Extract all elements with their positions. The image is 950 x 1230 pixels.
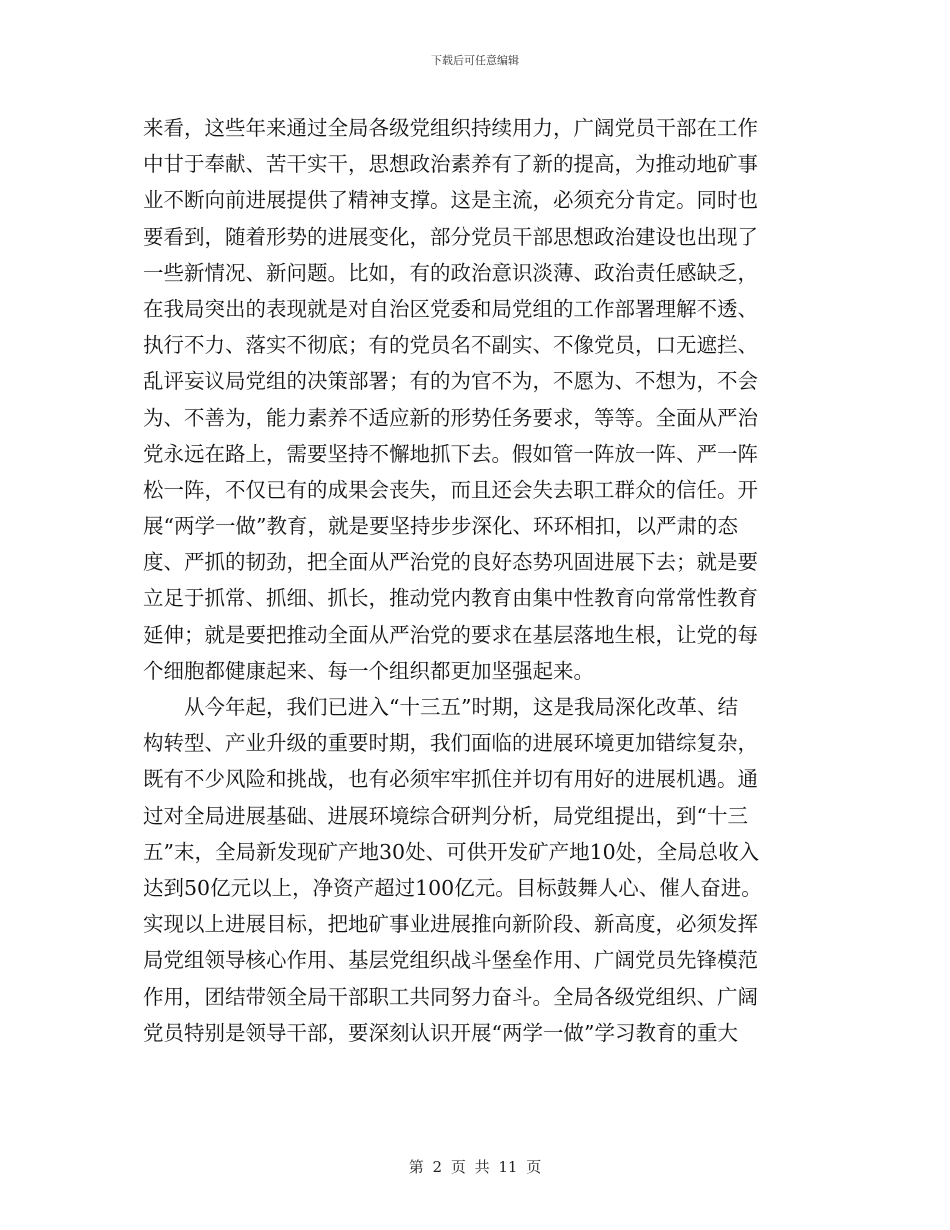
text-line: 要看到，随着形势的进展变化，部分党员干部思想政治建设也出现了: [143, 224, 758, 249]
text-line: 来看，这些年来通过全局各级党组织持续用力，广阔党员干部在工作: [143, 116, 758, 140]
text-line: 构转型、产业升级的重要时期，我们面临的进展环境更加错综复杂，: [143, 731, 758, 756]
text-line: 五”末，全局新发现矿产地30处、可供开发矿产地10处，全局总收入: [143, 839, 760, 864]
text-line: 达到50亿元以上，净资产超过100亿元。目标鼓舞人心、催人奋进。: [143, 875, 762, 900]
text-line: 立足于抓常、抓细、抓长，推动党内教育由集中性教育向常常性教育: [143, 586, 758, 611]
text-line: 局党组领导核心作用、基层党组织战斗堡垒作用、广阔党员先锋模范: [143, 948, 758, 973]
text-line: 中甘于奉献、苦干实干，思想政治素养有了新的提高，为推动地矿事: [143, 152, 758, 177]
text-line: 一些新情况、新问题。比如，有的政治意识淡薄、政治责任感缺乏，: [143, 260, 758, 285]
document-body: [143, 110, 807, 1051]
text-line: 乱评妄议局党组的决策部署；有的为官不为，不愿为、不想为，不会: [143, 369, 758, 394]
text-line: 过对全局进展基础、进展环境综合研判分析，局党组提出，到“十三: [143, 803, 748, 828]
text-line: 个细胞都健康起来、每一个组织都更加坚强起来。: [143, 658, 594, 683]
text-line: 业不断向前进展提供了精神支撑。这是主流，必须充分肯定。同时也: [143, 188, 758, 213]
text-line: 度、严抓的韧劲，把全面从严治党的良好态势巩固进展下去；就是要: [143, 550, 758, 575]
page-footer: 第 2 页 共 11 页: [408, 1158, 542, 1176]
text-line: 党永远在路上，需要坚持不懈地抓下去。假如管一阵放一阵、严一阵: [143, 441, 758, 466]
text-line: 松一阵，不仅已有的成果会丧失，而且还会失去职工群众的信任。开: [143, 477, 758, 502]
text-line: 为、不善为，能力素养不适应新的形势任务要求，等等。全面从严治: [143, 405, 758, 430]
text-line: 既有不少风险和挑战，也有必须牢牢抓住并切有用好的进展机遇。通: [143, 767, 758, 792]
text-line: 展“两学一做”教育，就是要坚持步步深化、环环相扣，以严肃的态: [143, 514, 738, 539]
page-header: 下载后可任意编辑: [431, 54, 519, 67]
text-line: 执行不力、落实不彻底；有的党员名不副实、不像党员，口无遮拦、: [143, 333, 758, 358]
text-line: 党员特别是领导干部，要深刻认识开展“两学一做”学习教育的重大: [143, 1020, 738, 1045]
text-line: 延伸；就是要把推动全面从严治党的要求在基层落地生根，让党的每: [143, 622, 758, 647]
text-line: 从今年起，我们已进入“十三五”时期，这是我局深化改革、结: [184, 695, 738, 719]
text-line: 实现以上进展目标，把地矿事业进展推向新阶段、新高度，必须发挥: [143, 912, 758, 937]
text-line: 作用，团结带领全局干部职工共同努力奋斗。全局各级党组织、广阔: [143, 984, 758, 1009]
text-line: 在我局突出的表现就是对自治区党委和局党组的工作部署理解不透、: [143, 296, 758, 321]
